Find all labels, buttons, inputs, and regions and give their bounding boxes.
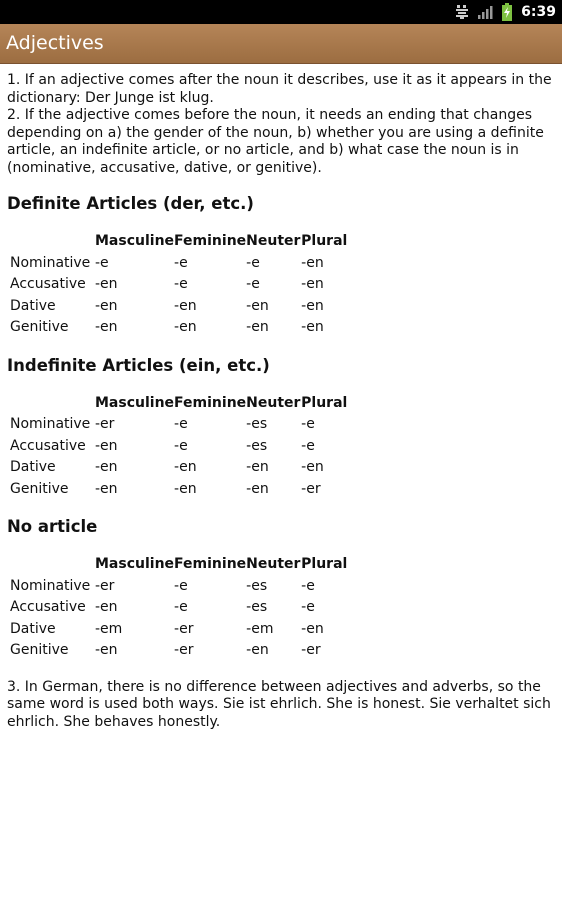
section-heading-no-article: No article <box>7 517 98 536</box>
table-cell: -en <box>246 297 269 314</box>
row-case-label: Genitive <box>10 480 69 497</box>
column-header-masculine: Masculine <box>95 233 175 249</box>
table-cell: -en <box>301 459 324 475</box>
table-no-article <box>7 554 361 662</box>
table-row <box>7 457 361 479</box>
column-header-masculine: Masculine <box>95 394 175 411</box>
row-case-label: Genitive <box>10 319 69 335</box>
table-cell: -en <box>246 319 269 335</box>
table-cell: -en <box>95 297 118 314</box>
table-cell: -e <box>174 276 188 292</box>
table-row <box>7 597 361 619</box>
table-cell: -er <box>301 642 321 658</box>
table-cell: -en <box>174 319 197 335</box>
table-cell: -en <box>246 480 269 497</box>
row-case-label: Nominative <box>10 577 91 594</box>
column-header-plural: Plural <box>301 556 348 572</box>
table-header-row <box>7 231 361 253</box>
table-indefinite <box>7 393 361 501</box>
table-row <box>7 296 361 318</box>
table-row <box>7 414 361 436</box>
table-row <box>7 274 361 296</box>
battery-charging-icon <box>501 3 513 21</box>
row-case-label: Genitive <box>10 642 69 658</box>
intro-paragraph-2: 2. If the adjective comes before the noun, it needs an ending that changes depending on a) the gender of the noun, b) whether you are using a definite article, an indefinite article, or no article, and b) what case the noun is in (nominative, accusative, dative, or genitive). <box>7 107 544 176</box>
table-cell: -en <box>246 642 269 658</box>
table-cell: -en <box>174 297 197 314</box>
table-cell: -en <box>95 276 118 292</box>
table-cell: -en <box>95 599 118 615</box>
table-cell: -e <box>95 254 109 271</box>
signal-icon <box>477 4 493 20</box>
table-cell: -em <box>95 620 123 637</box>
row-case-label: Accusative <box>10 599 86 615</box>
page-title: Adjectives <box>6 32 104 54</box>
table-cell: -es <box>246 599 268 615</box>
table-row <box>7 253 361 275</box>
column-header-plural: Plural <box>301 394 348 411</box>
row-case-label: Accusative <box>10 437 86 454</box>
table-cell: -en <box>246 459 269 475</box>
column-header-feminine: Feminine <box>174 394 247 411</box>
table-cell: -e <box>174 599 188 615</box>
row-case-label: Dative <box>10 459 56 475</box>
column-header-neuter: Neuter <box>246 233 301 249</box>
table-cell: -e <box>174 416 188 432</box>
table-cell: -e <box>301 577 315 594</box>
row-case-label: Dative <box>10 297 56 314</box>
table-cell: -en <box>95 480 118 497</box>
table-cell: -e <box>301 437 315 454</box>
table-cell: -en <box>95 642 118 658</box>
table-cell: -e <box>246 276 260 292</box>
column-header-masculine: Masculine <box>95 556 175 572</box>
column-header-case <box>7 231 95 253</box>
row-case-label: Dative <box>10 620 56 637</box>
table-cell: -en <box>95 459 118 475</box>
column-header-case <box>7 393 95 415</box>
column-header-neuter: Neuter <box>246 394 301 411</box>
table-cell: -en <box>95 319 118 335</box>
table-row <box>7 640 361 662</box>
table-cell: -e <box>174 254 188 271</box>
column-header-plural: Plural <box>301 233 348 249</box>
table-definite <box>7 231 361 339</box>
table-row <box>7 436 361 458</box>
table-cell: -es <box>246 416 268 432</box>
column-header-neuter: Neuter <box>246 556 301 572</box>
table-cell: -e <box>301 599 315 615</box>
table-cell: -en <box>95 437 118 454</box>
table-header-row <box>7 393 361 415</box>
usb-debug-icon <box>455 4 469 20</box>
table-cell: -en <box>301 620 324 637</box>
table-cell: -er <box>174 620 194 637</box>
table-row <box>7 317 361 339</box>
table-cell: -er <box>95 577 115 594</box>
table-cell: -en <box>301 297 324 314</box>
table-cell: -en <box>301 276 324 292</box>
table-cell: -en <box>301 254 324 271</box>
table-cell: -e <box>174 437 188 454</box>
table-cell: -es <box>246 577 268 594</box>
action-bar <box>0 24 562 64</box>
column-header-feminine: Feminine <box>174 556 247 572</box>
status-clock: 6:39 <box>521 4 556 20</box>
table-cell: -en <box>174 480 197 497</box>
outro-paragraph-3: 3. In German, there is no difference between adjectives and adverbs, so the same word is used both ways. Sie ist ehrlich. She is honest. Sie verhaltet sich ehrlich. She behaves honestly. <box>7 678 551 730</box>
section-heading-indefinite: Indefinite Articles (ein, etc.) <box>7 355 270 375</box>
table-row <box>7 576 361 598</box>
table-cell: -er <box>95 416 115 432</box>
table-cell: -er <box>301 480 321 497</box>
intro-paragraph-1: 1. If an adjective comes after the noun it describes, use it as it appears in the dictionary: Der Junge ist klug. <box>7 72 552 106</box>
table-row <box>7 479 361 501</box>
table-cell: -en <box>174 459 197 475</box>
table-cell: -e <box>246 254 260 271</box>
table-cell: -em <box>246 620 274 637</box>
column-header-feminine: Feminine <box>174 233 247 249</box>
table-header-row <box>7 554 361 576</box>
section-heading-definite: Definite Articles (der, etc.) <box>7 194 254 213</box>
table-cell: -e <box>301 416 315 432</box>
table-cell: -er <box>174 642 194 658</box>
article-content <box>7 72 555 731</box>
table-cell: -e <box>174 577 188 594</box>
status-bar <box>0 0 562 24</box>
table-cell: -es <box>246 437 268 454</box>
column-header-case <box>7 554 95 576</box>
table-row <box>7 619 361 641</box>
row-case-label: Nominative <box>10 254 91 271</box>
table-cell: -en <box>301 319 324 335</box>
row-case-label: Nominative <box>10 416 91 432</box>
row-case-label: Accusative <box>10 276 86 292</box>
